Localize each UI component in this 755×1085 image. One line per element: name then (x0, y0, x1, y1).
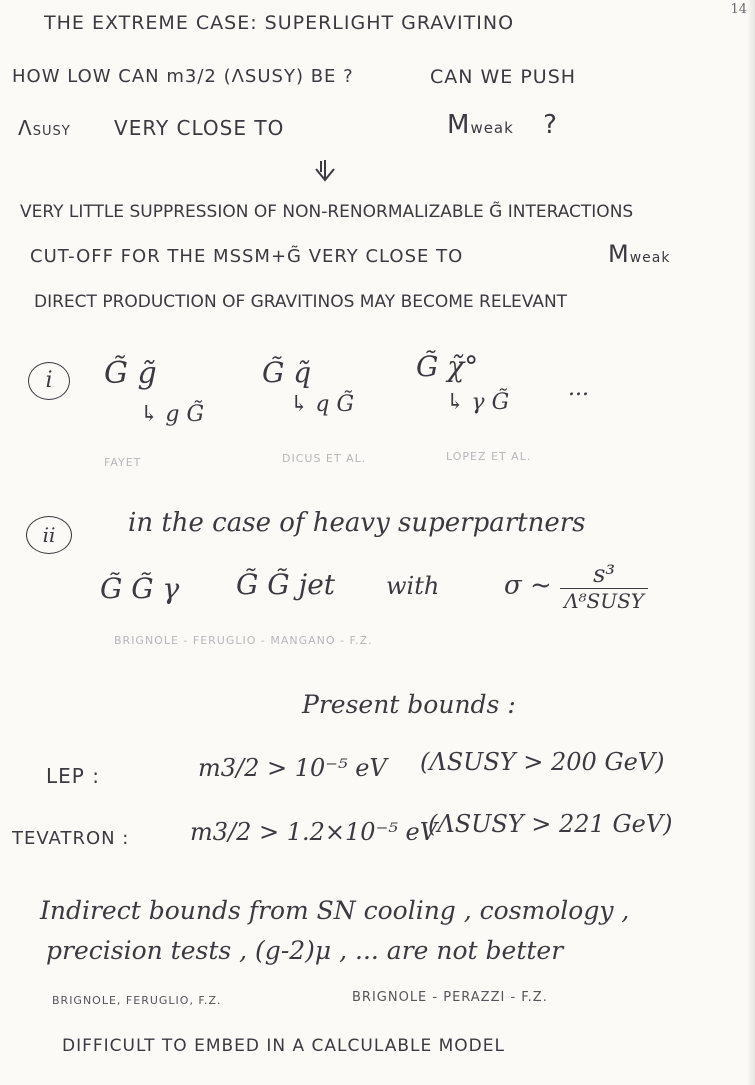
page-title: THE EXTREME CASE: SUPERLIGHT GRAVITINO (44, 12, 515, 34)
cutoff-mweak (608, 240, 670, 268)
bound-mass-tevatron: m3/2 > 1.2×10⁻⁵ eV (190, 818, 438, 846)
indirect-bounds-line-2: precision tests , (g-2)μ , ... are not better (46, 936, 564, 965)
point-direct-production: DIRECT PRODUCTION OF GRAVITINOS MAY BECOME RELEVANT (34, 292, 568, 312)
point-cutoff (30, 246, 463, 267)
lambda-subscript: SUSY (32, 124, 71, 139)
bound-label-lep: LEP : (46, 764, 100, 788)
process-squark: G̃ q̃ (262, 356, 312, 389)
page-number: 14 (730, 2, 747, 17)
cross-section-formula (504, 560, 648, 613)
ref-brignole-perazzi: BRIGNOLE - PERAZZI - F.Z. (352, 990, 548, 1005)
very-close-to-text: VERY CLOSE TO (114, 116, 285, 140)
bound-mass-lep: m3/2 > 10⁻⁵ eV (198, 754, 387, 782)
cutoff-m-symbol: M (608, 240, 630, 268)
indirect-bounds-line-1: Indirect bounds from SN cooling , cosmology , (40, 896, 630, 925)
sigma-symbol: σ ~ (504, 570, 552, 601)
decay-squark: ↳ q G̃ (290, 392, 355, 417)
heavy-superpartners-text: in the case of heavy superpartners (128, 508, 586, 538)
process-neutralino: G̃ χ̃° (416, 350, 479, 383)
process-gluino: G̃ g̃ (104, 356, 157, 391)
question-line-1 (12, 66, 354, 87)
process-gg-jet: G̃ G̃ jet (236, 568, 336, 601)
bound-label-tevatron: TEVATRON : (12, 828, 130, 849)
ref-brignole-feruglio: BRIGNOLE, FERUGLIO, F.Z. (52, 994, 222, 1007)
ref-fayet: FAYET (104, 456, 142, 469)
decay-gluino: ↳ g G̃ (140, 402, 205, 427)
present-bounds-title: Present bounds : (302, 690, 516, 719)
ref-lopez: LOPEZ ET AL. (446, 450, 532, 463)
case-i-marker: i (28, 362, 70, 400)
fraction-numerator: s³ (560, 560, 648, 589)
cutoff-text: CUT-OFF FOR THE MSSM+G̃ VERY CLOSE TO (30, 246, 464, 267)
ref-brignole-mangano: BRIGNOLE - FERUGLIO - MANGANO - F.Z. (114, 634, 373, 647)
process-ellipsis: ... (568, 376, 589, 401)
case-ii-marker: ii (26, 516, 72, 554)
fraction-denominator: Λ⁸SUSY (564, 589, 644, 613)
with-text: with (386, 572, 440, 600)
question-mark: ? (543, 110, 558, 140)
question-line-2 (18, 116, 284, 140)
question-push: CAN WE PUSH (430, 66, 577, 88)
page-edge-shadow (747, 0, 755, 1085)
cross-section-fraction (560, 560, 648, 613)
bound-lambda-lep: (ΛSUSY > 200 GeV) (420, 748, 665, 776)
point-suppression: VERY LITTLE SUPPRESSION OF NON-RENORMALIZABLE G̃ INTERACTIONS (20, 202, 634, 222)
conclusion-text: DIFFICULT TO EMBED IN A CALCULABLE MODEL (62, 1036, 505, 1056)
process-gg-photon: G̃ G̃ γ (100, 572, 180, 605)
cutoff-weak-subscript: weak (629, 250, 671, 266)
question-how-low: HOW LOW CAN m3/2 (ΛSUSY) BE ? (12, 66, 354, 87)
weak-subscript: weak (470, 119, 514, 137)
decay-neutralino: ↳ γ G̃ (446, 390, 510, 415)
down-arrow-icon (312, 158, 338, 184)
mweak-symbol (447, 110, 558, 140)
lambda-symbol: Λ (18, 116, 33, 140)
bound-lambda-tevatron: (ΛSUSY > 221 GeV) (428, 810, 673, 838)
m-symbol: M (447, 110, 471, 140)
ref-dicus: DICUS ET AL. (282, 452, 367, 465)
